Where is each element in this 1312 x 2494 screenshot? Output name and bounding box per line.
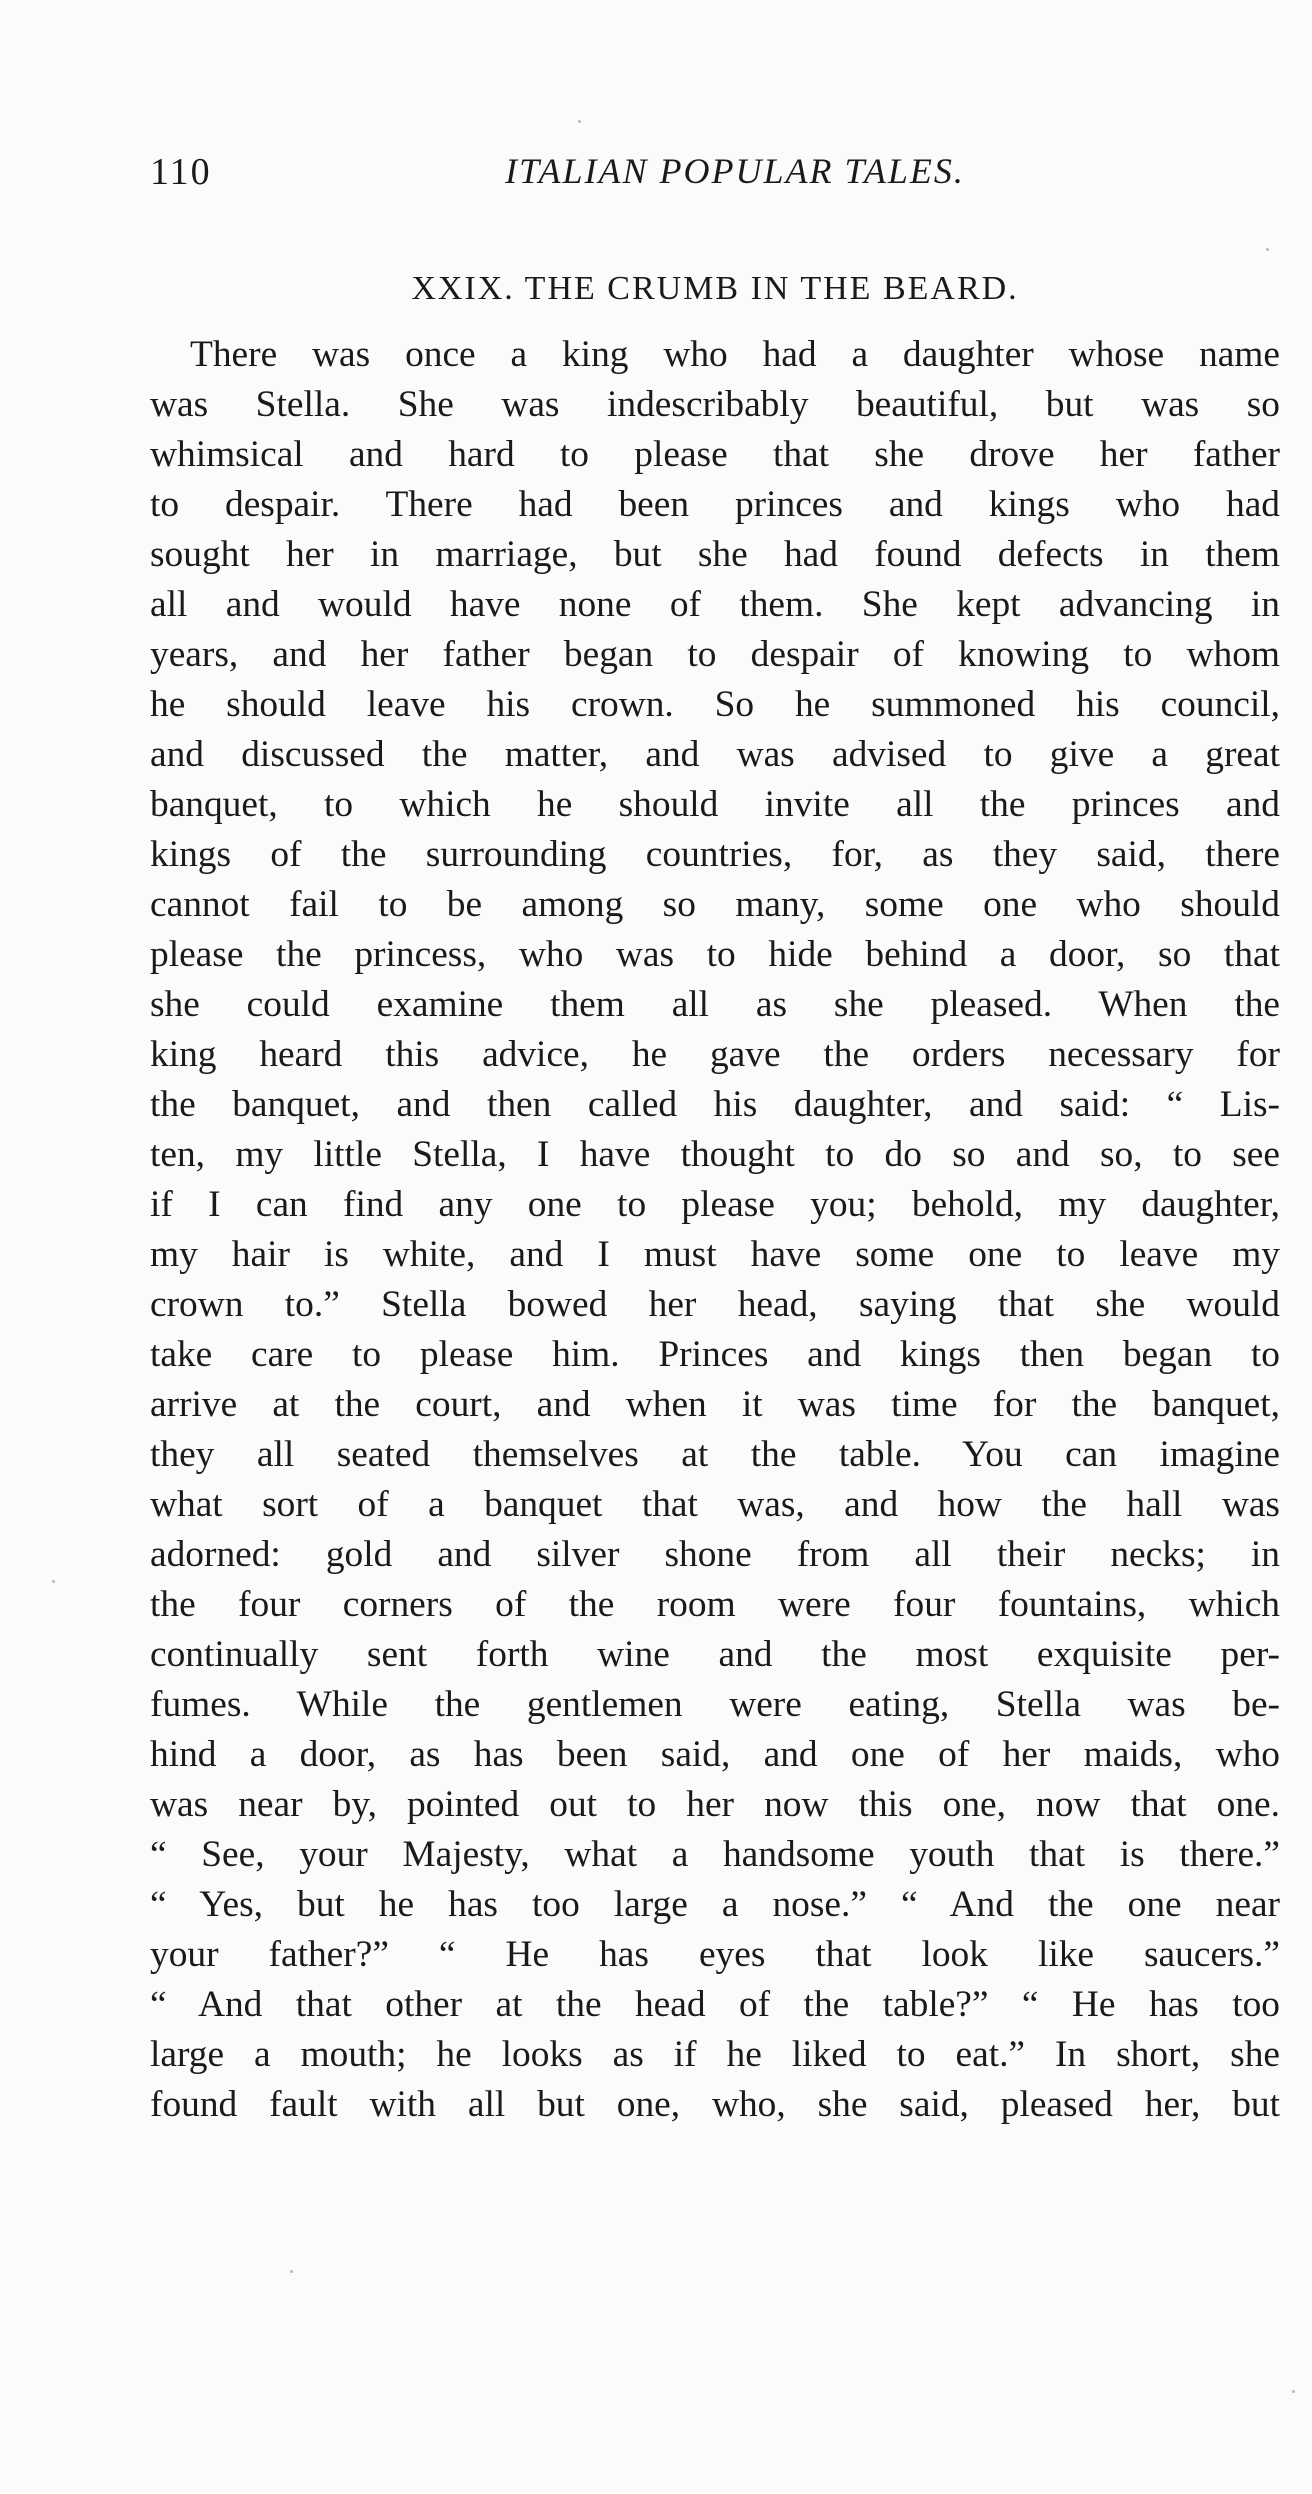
text-line: was Stella. She was indescribably beautiful, but was so [150,384,1280,425]
text-line: arrive at the court, and when it was time for the banquet, [150,1384,1280,1425]
text-line: king heard this advice, he gave the orders necessary for [150,1034,1280,1075]
text-line: was near by, pointed out to her now this one, now that one. [150,1784,1280,1825]
body-text [150,330,1280,2130]
text-line: the four corners of the room were four fountains, which [150,1584,1280,1625]
text-line: whimsical and hard to please that she drove her father [150,434,1280,475]
text-line: found fault with all but one, who, she said, pleased her, but [150,2084,1280,2125]
text-line: they all seated themselves at the table. You can imagine [150,1434,1280,1475]
text-line: ten, my little Stella, I have thought to do so and so, to see [150,1134,1280,1175]
chapter-title: XXIX. THE CRUMB IN THE BEARD. [411,270,1019,307]
text-line: hind a door, as has been said, and one of her maids, who [150,1734,1280,1775]
text-line: the banquet, and then called his daughter, and said: “ Lis- [150,1084,1280,1125]
paper-speck [1266,248,1269,251]
page-number: 110 [150,151,212,193]
text-line: “ See, your Majesty, what a handsome youth that is there.” [150,1834,1280,1875]
running-head [150,150,1280,210]
text-line: banquet, to which he should invite all the princes and [150,784,1280,825]
text-line: kings of the surrounding countries, for, as they said, there [150,834,1280,875]
text-line: sought her in marriage, but she had found defects in them [150,534,1280,575]
text-line: “ Yes, but he has too large a nose.” “ And the one near [150,1884,1280,1925]
text-line: large a mouth; he looks as if he liked to eat.” In short, she [150,2034,1280,2075]
text-line: adorned: gold and silver shone from all their necks; in [150,1534,1280,1575]
text-line: take care to please him. Princes and kings then began to [150,1334,1280,1375]
text-line: all and would have none of them. She kept advancing in [150,584,1280,625]
text-line: and discussed the matter, and was advised to give a great [150,734,1280,775]
book-title: ITALIAN POPULAR TALES. [505,151,965,191]
text-line: cannot fail to be among so many, some one who should [150,884,1280,925]
text-line: fumes. While the gentlemen were eating, Stella was be- [150,1684,1280,1725]
paper-speck [52,1580,55,1583]
text-line: There was once a king who had a daughter whose name [190,334,1280,375]
text-line: your father?” “ He has eyes that look like saucers.” [150,1934,1280,1975]
text-line: to despair. There had been princes and kings who had [150,484,1280,525]
text-line: crown to.” Stella bowed her head, saying that she would [150,1284,1280,1325]
paper-speck [578,120,581,123]
paper-speck [1292,2390,1295,2393]
text-line: she could examine them all as she pleased. When the [150,984,1280,1025]
paper-speck [290,2270,293,2273]
text-line: if I can find any one to please you; behold, my daughter, [150,1184,1280,1225]
text-line: he should leave his crown. So he summoned his council, [150,684,1280,725]
text-line: what sort of a banquet that was, and how the hall was [150,1484,1280,1525]
book-page [150,0,1280,2494]
text-line: please the princess, who was to hide behind a door, so that [150,934,1280,975]
text-line: years, and her father began to despair of knowing to whom [150,634,1280,675]
text-line: continually sent forth wine and the most exquisite per- [150,1634,1280,1675]
text-line: my hair is white, and I must have some one to leave my [150,1234,1280,1275]
text-line: “ And that other at the head of the table?” “ He has too [150,1984,1280,2025]
